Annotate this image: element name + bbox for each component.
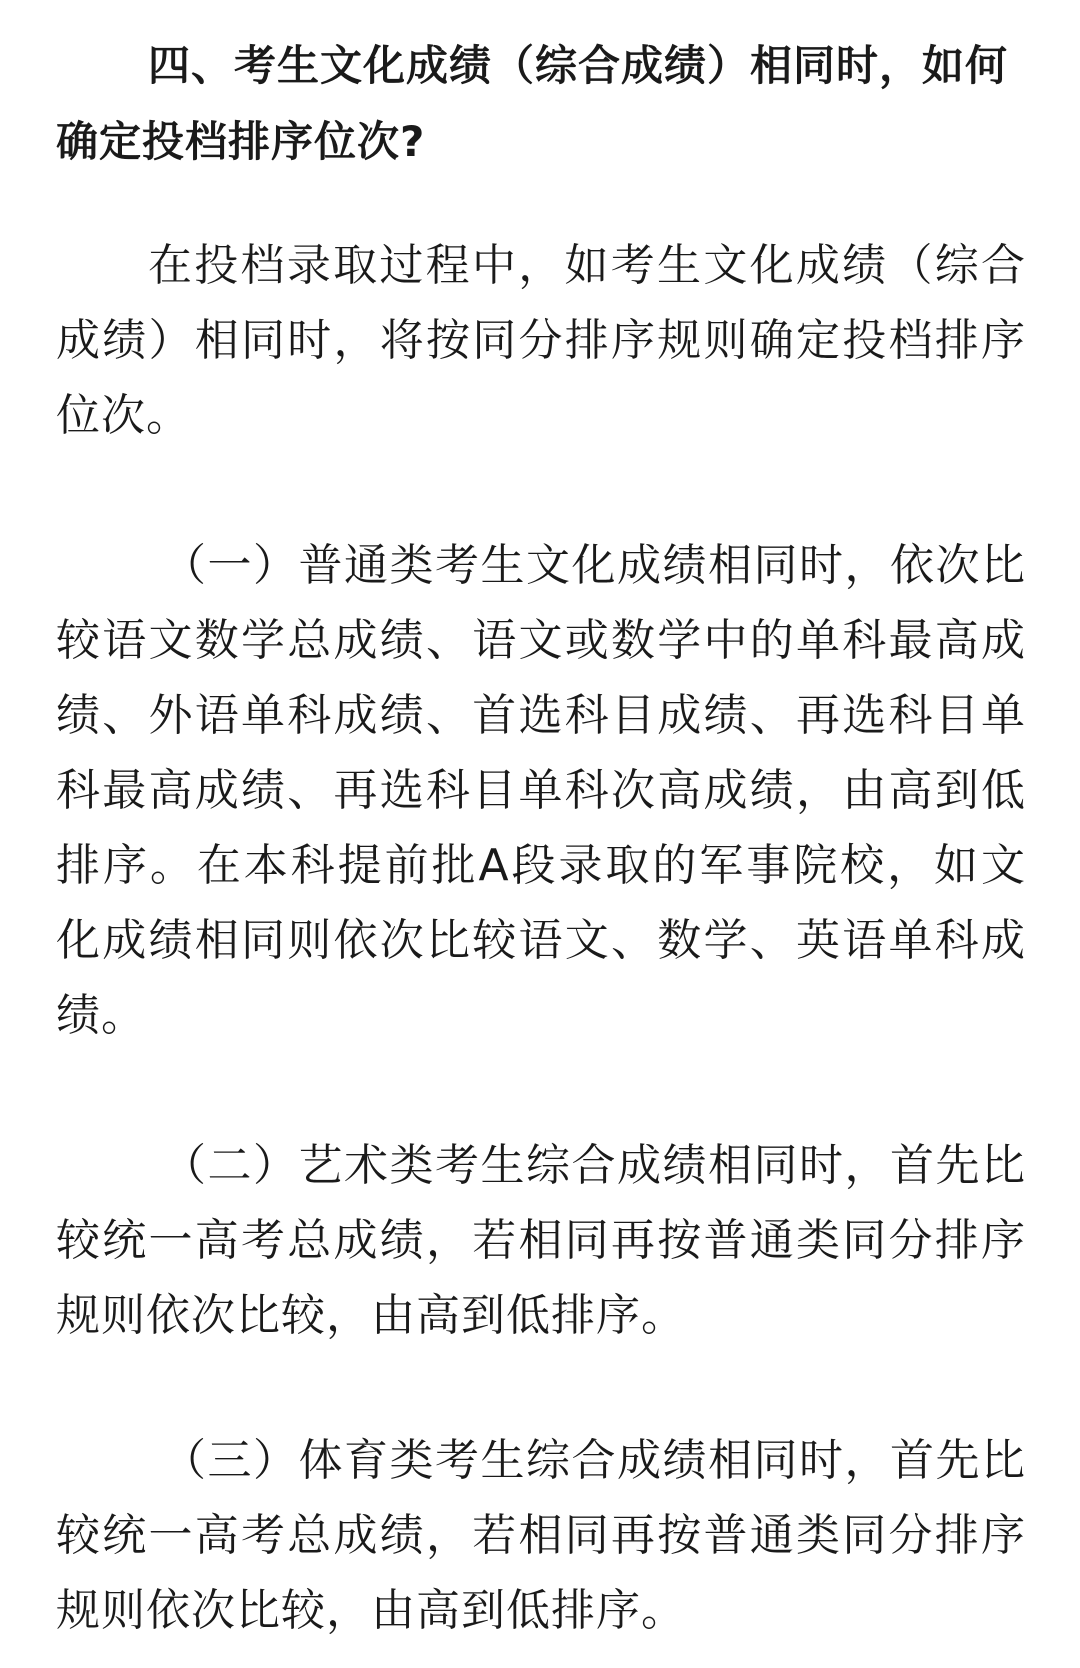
article-body bbox=[56, 28, 1026, 1648]
rule-item-general: （一）普通类考生文化成绩相同时，依次比较语文数学总成绩、语文或数学中的单科最高成绩、外语单科成绩、首选科目成绩、再选科目单科最高成绩、再选科目单科次高成绩，由高到低排序。在本科提前批A段录取的军事院校，如文化成绩相同则依次比较语文、数学、英语单科成绩。 bbox=[56, 540, 1026, 1041]
rule-item-sports: （三）体育类考生综合成绩相同时，首先比较统一高考总成绩，若相同再按普通类同分排序规则依次比较，由高到低排序。 bbox=[56, 1435, 1026, 1636]
rule-item-art: （二）艺术类考生综合成绩相同时，首先比较统一高考总成绩，若相同再按普通类同分排序规则依次比较，由高到低排序。 bbox=[56, 1140, 1026, 1341]
intro-paragraph: 在投档录取过程中，如考生文化成绩（综合成绩）相同时，将按同分排序规则确定投档排序位次。 bbox=[56, 240, 1026, 441]
section-heading: 四、考生文化成绩（综合成绩）相同时，如何确定投档排序位次? bbox=[56, 41, 1009, 166]
